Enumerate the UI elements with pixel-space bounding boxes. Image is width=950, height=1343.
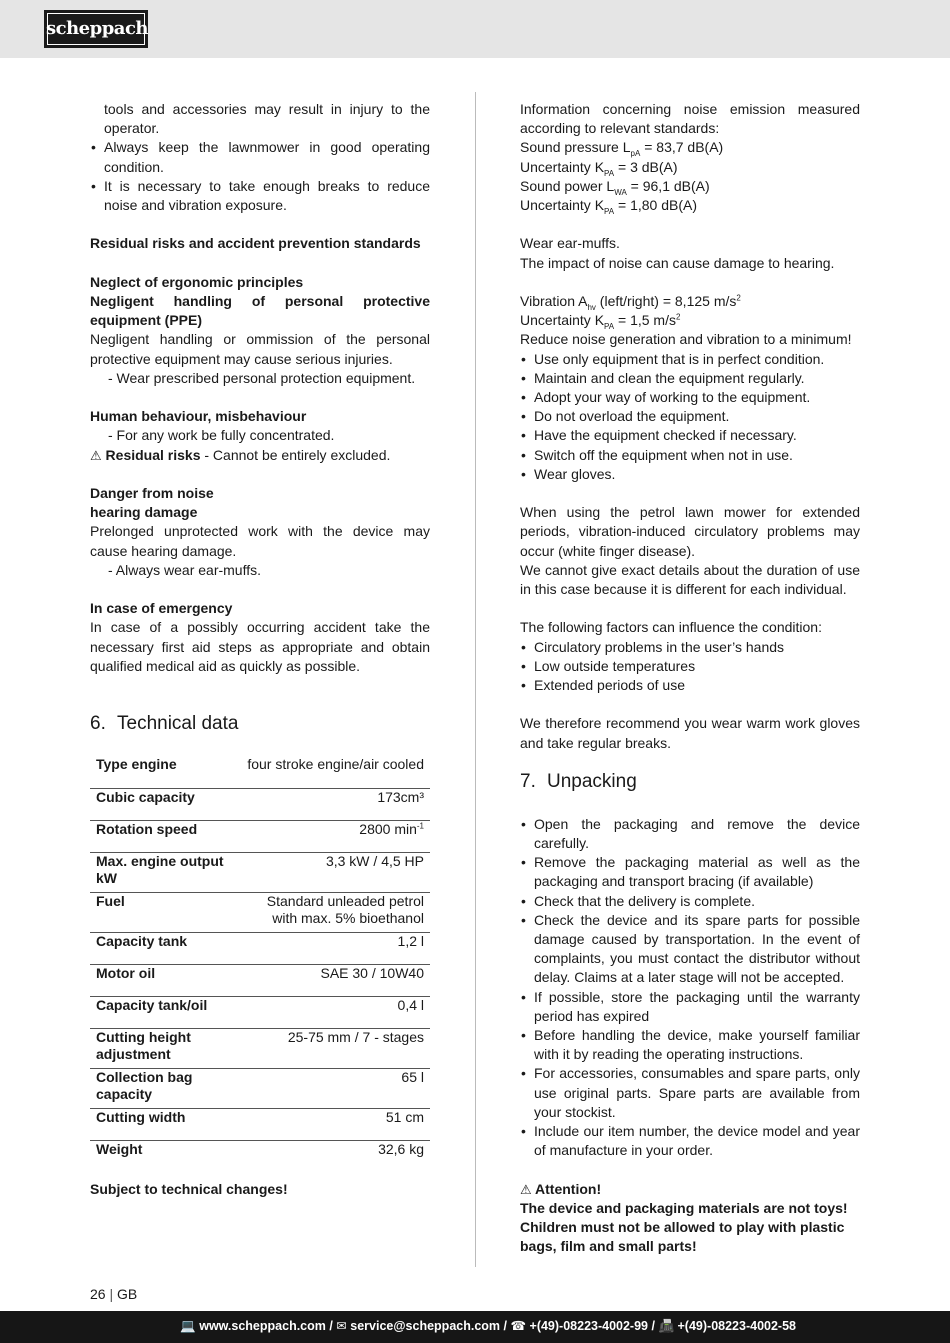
noise-impact-text: The impact of noise can cause damage to hearing.: [520, 254, 835, 271]
table-key: Cutting width: [96, 1108, 186, 1125]
table-key: Type engine: [96, 756, 177, 773]
page-number: 26 | GB: [90, 1286, 138, 1302]
table-key: Cubic capacity: [96, 788, 195, 805]
list-item: • Circulatory problems in the user’s hands: [520, 638, 860, 657]
attention-heading: ⚠ Attention!: [520, 1180, 602, 1197]
human-behaviour-item: - For any work be fully concentrated.: [108, 427, 335, 444]
table-row: [90, 1108, 430, 1140]
table-key: Motor oil: [96, 964, 156, 981]
emergency-heading: In case of emergency: [90, 600, 233, 617]
human-behaviour-heading: Human behaviour, misbehaviour: [90, 408, 307, 425]
left-column: [90, 100, 430, 1199]
table-key: Collection bag capacity: [96, 1068, 193, 1102]
list-item: • Have the equipment checked if necessary.: [520, 426, 860, 445]
table-row: [90, 996, 430, 1028]
section-7-title: 7. Unpacking: [520, 770, 637, 792]
table-key: Capacity tank: [96, 932, 188, 949]
fax-number: +(49)-08223-4002-58: [677, 1319, 796, 1333]
list-item: • Maintain and clean the equipment regularly.: [520, 369, 860, 388]
table-value: 1,2 l: [397, 932, 424, 949]
section-6-title: 6. Technical data: [90, 713, 239, 735]
noise-info-text: Information concerning noise emission measured according to relevant standards:: [520, 101, 860, 137]
attention-text: The device and packaging materials are not toys! Children must not be allowed to play with plastic bags, film and small parts!: [520, 1199, 848, 1255]
table-value: SAE 30 / 10W40: [320, 964, 424, 981]
computer-icon: 💻: [180, 1319, 196, 1333]
table-value: 0,4 l: [397, 996, 424, 1013]
residual-risks-note: [90, 446, 430, 465]
table-key: Cutting height adjustment: [96, 1028, 191, 1062]
website-link[interactable]: www.scheppach.com: [199, 1319, 326, 1333]
table-row: [90, 932, 430, 964]
scheppach-logo: scheppach: [44, 10, 148, 48]
phone-number: +(49)-08223-4002-99: [529, 1319, 649, 1333]
warning-triangle-icon: ⚠: [90, 447, 102, 463]
vibration-value: Vibration $A_{hv}$ (left/right) = 8,125 $m/s^2$: [520, 293, 741, 312]
ergonomic-heading: Neglect of ergonomic principles: [90, 273, 304, 290]
warning-triangle-icon: ⚠: [520, 1181, 532, 1197]
column-divider: [475, 92, 476, 1267]
residual-risks-heading: Residual risks and accident prevention standards: [90, 235, 421, 252]
table-row: [90, 756, 430, 788]
table-value: 25-75 mm / 7 - stages: [287, 1028, 424, 1045]
email-icon: ✉: [336, 1319, 347, 1333]
list-item: • Low outside temperatures: [520, 657, 860, 676]
noise-text: Prelonged unprotected work with the device may cause hearing damage.: [90, 523, 430, 559]
table-row: [90, 892, 430, 932]
hearing-damage-heading: hearing damage: [90, 504, 198, 521]
factors-intro: The following factors can influence the condition:: [520, 619, 822, 636]
list-item: • Use only equipment that is in perfect condition.: [520, 350, 860, 369]
footer-contact-bar: 💻 www.scheppach.com / ✉ service@scheppach.com / ☎ +(49)-08223-4002-99 / 📠 +(49)-08223-4002-58: [0, 1311, 950, 1343]
table-value: 32,6 kg: [378, 1140, 424, 1157]
list-item: • Remove the packaging material as well as the packaging and transport bracing (if available): [520, 853, 860, 891]
noise-heading: Danger from noise: [90, 485, 214, 501]
uncertainty-pressure: Uncertainty $K_{PA} = 3$ dB(A): [520, 158, 678, 178]
list-item: • Do not overload the equipment.: [520, 407, 860, 426]
table-value: four stroke engine/air cooled: [247, 756, 424, 773]
technical-data-table: [90, 756, 430, 1172]
reduce-bullet-list: [520, 350, 860, 484]
table-value: 51 cm: [385, 1108, 424, 1125]
table-row: [90, 820, 430, 852]
list-item: • Open the packaging and remove the device carefully.: [520, 815, 860, 853]
technical-changes-note: Subject to technical changes!: [90, 1181, 288, 1198]
email-link[interactable]: service@scheppach.com: [350, 1319, 501, 1333]
fax-icon: 📠: [658, 1319, 675, 1333]
table-key: Max. engine output kW: [96, 852, 224, 886]
reduce-text: Reduce noise generation and vibration to a minimum!: [520, 331, 852, 348]
table-value: 2800 $\min^{-1}$: [359, 820, 424, 837]
ppe-text: Negligent handling or ommission of the personal protective equipment may cause serious injuries.: [90, 331, 430, 367]
ppe-heading: Negligent handling of personal protective equipment (PPE): [90, 293, 430, 329]
list-item: • Check that the delivery is complete.: [520, 892, 860, 911]
right-column: [520, 100, 860, 1256]
table-key: Fuel: [96, 892, 125, 909]
list-item: • Always keep the lawnmower in good operating condition.: [90, 138, 430, 176]
table-key: Capacity tank/oil: [96, 996, 208, 1013]
extended-use-text: When using the petrol lawn mower for extended periods, vibration-induced circulatory problems may occur (white finger disease).: [520, 504, 860, 559]
uncertainty-vibration: Uncertainty $K_{PA} = 1,5$ $m/s^2$: [520, 312, 681, 331]
table-row: [90, 1140, 430, 1172]
table-row: [90, 964, 430, 996]
intro-bullet-list: [90, 138, 430, 215]
table-row: [90, 1068, 430, 1108]
wear-earmuffs-text: Wear ear-muffs.: [520, 235, 620, 252]
unpacking-bullet-list: [520, 815, 860, 1161]
list-item: • Check the device and its spare parts for possible damage caused by transportation. In the event of complaints, you must contact the distributor without delay. Claims at a later stage will not be accepted.: [520, 911, 860, 988]
list-item: • If possible, store the packaging until the warranty period has expired: [520, 988, 860, 1026]
intro-continuation: tools and accessories may result in injury to the operator.: [104, 101, 430, 137]
list-item: • Switch off the equipment when not in use.: [520, 446, 860, 465]
table-value: 173cm³: [377, 788, 424, 805]
table-row: [90, 1028, 430, 1068]
phone-icon: ☎: [510, 1319, 527, 1333]
sound-power: Sound power $L_{WA} = 96,1$ dB(A): [520, 177, 710, 197]
table-value: 3,3 kW / 4,5 HP: [325, 852, 424, 869]
table-row: [90, 788, 430, 820]
list-item: • For accessories, consumables and spare parts, only use original parts. Spare parts are available from your stockist.: [520, 1064, 860, 1122]
table-row: [90, 852, 430, 892]
list-item: • Extended periods of use: [520, 676, 860, 695]
list-item: • Before handling the device, make yourself familiar with it by reading the operating instructions.: [520, 1026, 860, 1064]
uncertainty-power: Uncertainty $K_{PA} = 1,80$ dB(A): [520, 197, 698, 216]
residual-risks-label: Residual risks: [105, 446, 201, 463]
list-item: • Include our item number, the device model and year of manufacture in your order.: [520, 1122, 860, 1160]
table-value: Standard unleaded petrol with max. 5% bioethanol: [266, 892, 424, 926]
list-item: • Adopt your way of working to the equipment.: [520, 388, 860, 407]
ppe-item: - Wear prescribed personal protection equipment.: [108, 369, 416, 386]
list-item: • It is necessary to take enough breaks to reduce noise and vibration exposure.: [90, 177, 430, 215]
table-value: 65 l: [401, 1068, 424, 1085]
noise-item: - Always wear ear-muffs.: [108, 561, 262, 578]
list-item: • Wear gloves.: [520, 465, 860, 484]
page-header: [0, 0, 950, 58]
table-key: Weight: [96, 1140, 143, 1157]
recommend-text: We therefore recommend you wear warm work gloves and take regular breaks.: [520, 715, 860, 751]
exact-details-text: We cannot give exact details about the duration of use in this case because it is different for each individual.: [520, 561, 860, 598]
sound-pressure: Sound pressure $L_{pA} = 83,7$ dB(A): [520, 139, 724, 159]
table-key: Rotation speed: [96, 820, 198, 837]
emergency-text: In case of a possibly occurring accident take the necessary first aid steps as appropriate and obtain qualified medical aid as quickly as possible.: [90, 619, 430, 674]
residual-risks-text: - Cannot be entirely excluded.: [200, 446, 391, 463]
factors-bullet-list: [520, 638, 860, 696]
